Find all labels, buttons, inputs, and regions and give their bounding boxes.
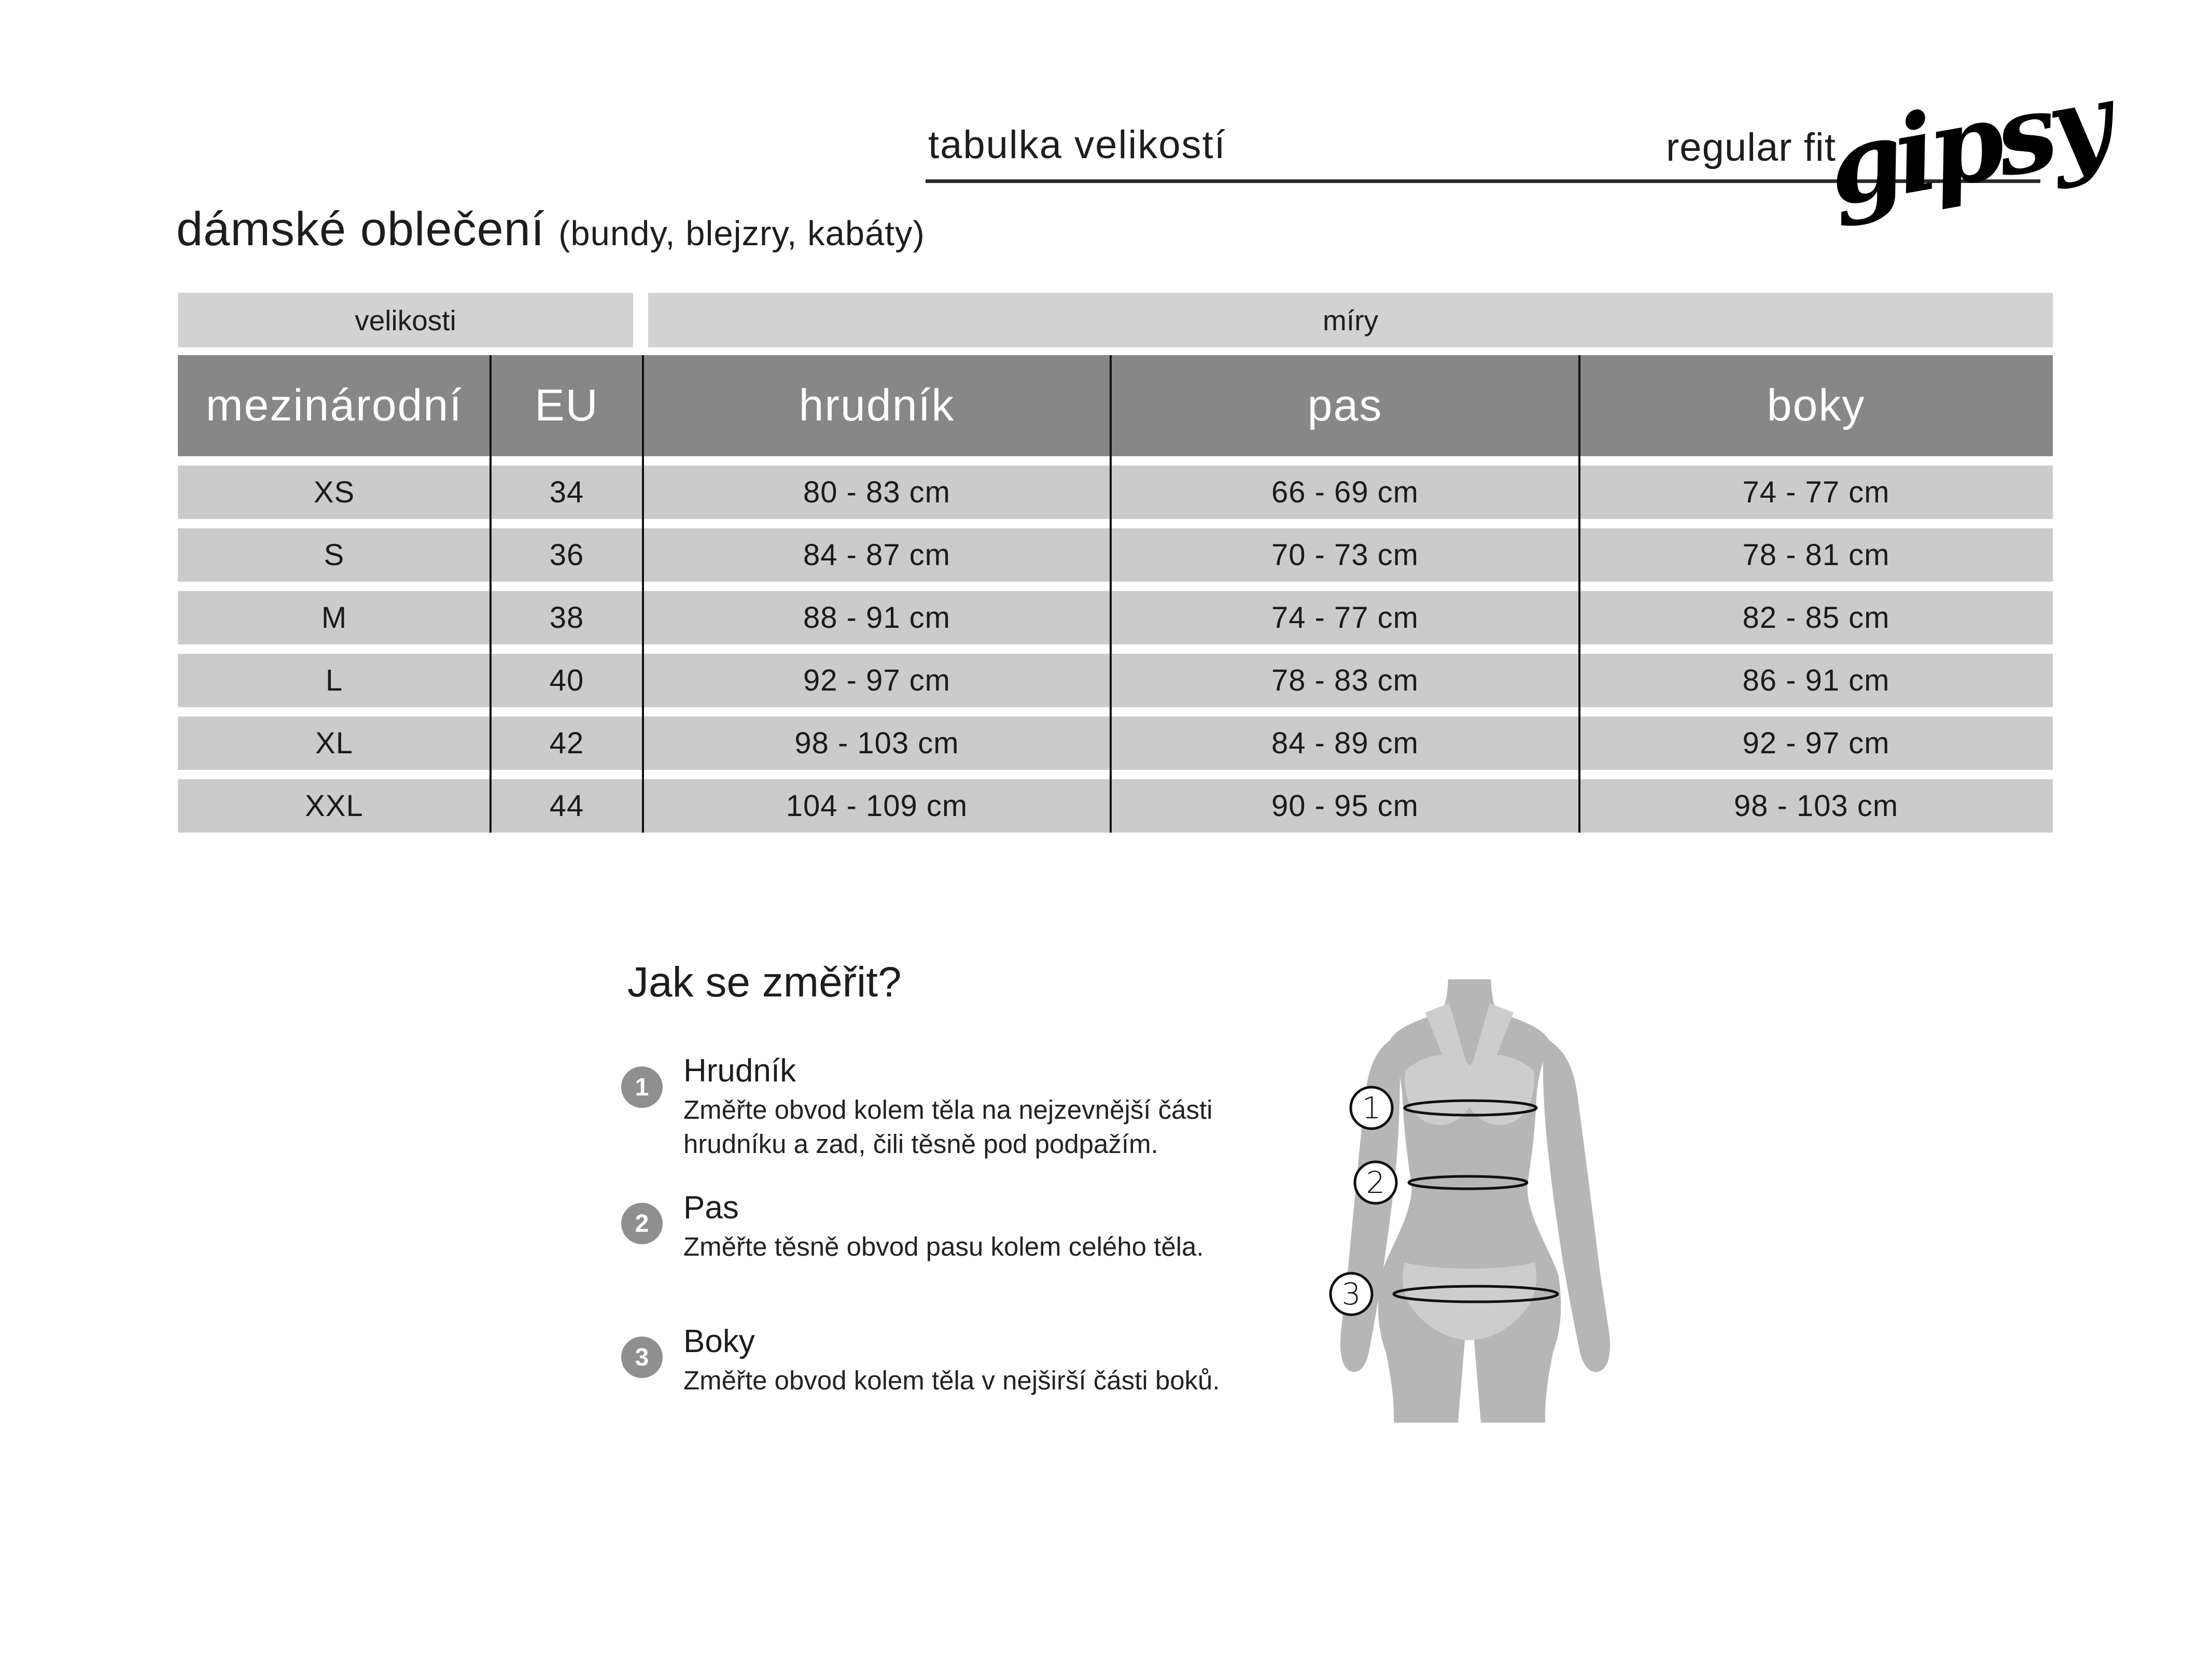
table-cell: 92 - 97 cm	[643, 654, 1111, 707]
size-table	[178, 293, 2053, 833]
table-cell: 104 - 109 cm	[643, 779, 1111, 833]
column-header-international: mezinárodní	[178, 355, 491, 456]
group-header-measures: míry	[648, 293, 2053, 347]
table-cell: XS	[178, 466, 491, 519]
table-cell: 82 - 85 cm	[1579, 591, 2053, 644]
group-header-sizes: velikosti	[178, 293, 633, 347]
table-cell: 66 - 69 cm	[1111, 466, 1579, 519]
section-title	[176, 202, 925, 257]
figure-marker-2: 2	[1366, 1165, 1385, 1200]
column-header-eu: EU	[491, 355, 643, 456]
column-divider	[642, 355, 644, 833]
section-title-main: dámské oblečení	[176, 203, 545, 256]
column-header-hips: boky	[1579, 355, 2053, 456]
table-cell: 92 - 97 cm	[1579, 716, 2053, 770]
table-row	[178, 716, 2053, 770]
table-cell: 44	[491, 779, 643, 833]
figure-marker-3: 3	[1341, 1276, 1361, 1312]
step-1-label: Hrudník	[683, 1053, 796, 1089]
table-cell: 84 - 87 cm	[643, 528, 1111, 582]
gipsy-brand-logo	[1818, 49, 2115, 251]
table-cell: 86 - 91 cm	[1579, 654, 2053, 707]
table-cell: 98 - 103 cm	[643, 716, 1111, 770]
table-cell: XXL	[178, 779, 491, 833]
table-cell: XL	[178, 716, 491, 770]
table-cell: 98 - 103 cm	[1579, 779, 2053, 833]
step-2-number-badge: 2	[621, 1203, 663, 1244]
table-row	[178, 654, 2053, 707]
column-divider	[489, 355, 492, 833]
table-cell: 38	[491, 591, 643, 644]
step-3-number-badge: 3	[621, 1337, 663, 1378]
measure-guide-title: Jak se změřit?	[627, 959, 902, 1006]
table-cell: 40	[491, 654, 643, 707]
page-title: tabulka velikostí	[928, 123, 1226, 167]
table-cell: 78 - 83 cm	[1111, 654, 1579, 707]
table-grid	[178, 355, 2053, 833]
table-cell: 74 - 77 cm	[1579, 466, 2053, 519]
step-1-number-badge: 1	[621, 1066, 663, 1108]
body-silhouette	[1378, 979, 1561, 1423]
table-cell: S	[178, 528, 491, 582]
table-cell: M	[178, 591, 491, 644]
step-1-description: Změřte obvod kolem těla na nejzevnější části hrudníku a zad, čili těsně pod podpažím.	[683, 1095, 1213, 1159]
table-cell: L	[178, 654, 491, 707]
table-cell: 42	[491, 716, 643, 770]
table-row	[178, 466, 2053, 519]
table-row	[178, 528, 2053, 582]
figure-marker-1: 1	[1362, 1090, 1381, 1126]
step-3-description: Změřte obvod kolem těla v nejširší části boků.	[683, 1366, 1220, 1395]
brand-logo-text: gipsy	[1818, 60, 2115, 231]
table-cell: 80 - 83 cm	[643, 466, 1111, 519]
table-row	[178, 779, 2053, 833]
step-2-label: Pas	[683, 1190, 739, 1226]
table-group-header-row	[178, 293, 2053, 347]
table-cell: 34	[491, 466, 643, 519]
body-measurement-figure	[1337, 979, 1652, 1425]
table-cell: 70 - 73 cm	[1111, 528, 1579, 582]
table-header-row	[178, 355, 2053, 456]
table-cell: 78 - 81 cm	[1579, 528, 2053, 582]
fit-label: regular fit	[1666, 125, 1836, 170]
table-cell: 84 - 89 cm	[1111, 716, 1579, 770]
table-cell: 36	[491, 528, 643, 582]
section-title-sub: (bundy, blejzry, kabáty)	[558, 214, 925, 253]
column-header-waist: pas	[1111, 355, 1579, 456]
column-divider	[1110, 355, 1112, 833]
column-divider	[1578, 355, 1580, 833]
table-cell: 90 - 95 cm	[1111, 779, 1579, 833]
table-cell: 74 - 77 cm	[1111, 591, 1579, 644]
step-3-label: Boky	[683, 1324, 755, 1359]
table-row	[178, 591, 2053, 644]
step-2-description: Změřte těsně obvod pasu kolem celého těla.	[683, 1232, 1204, 1261]
table-cell: 88 - 91 cm	[643, 591, 1111, 644]
column-header-chest: hrudník	[643, 355, 1111, 456]
